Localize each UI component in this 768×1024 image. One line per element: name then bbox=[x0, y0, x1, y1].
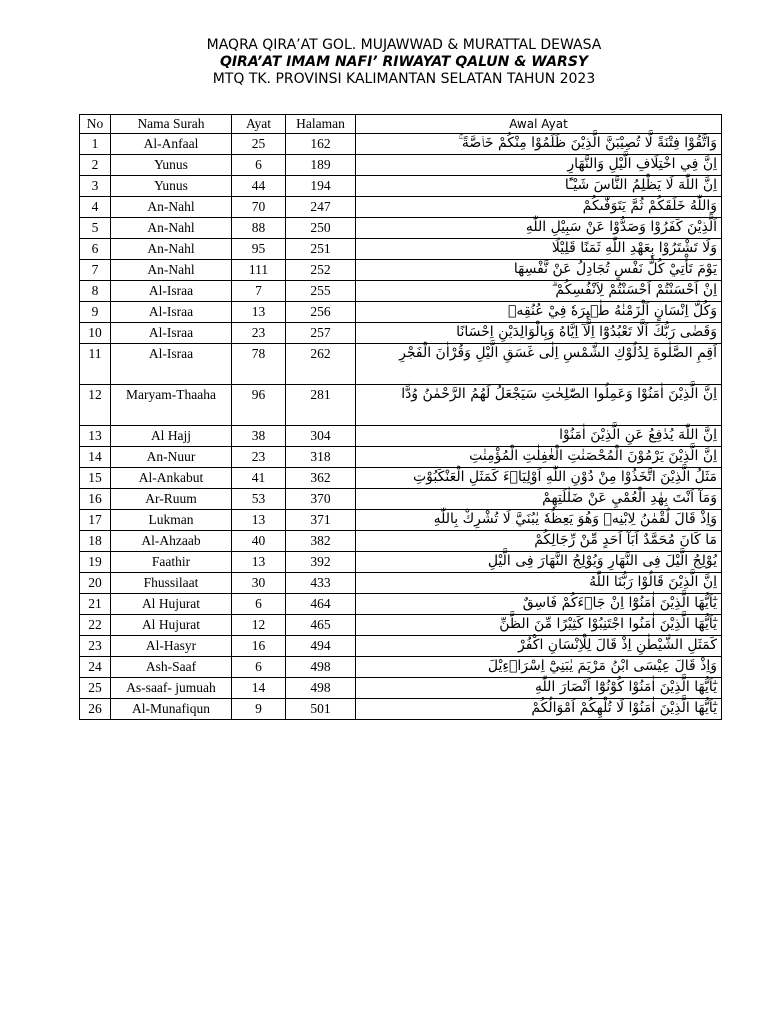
cell-ayat: 95 bbox=[232, 239, 286, 260]
cell-awal-ayat: كَمَثَلِ الشَّيْطٰنِ اِذْ قَالَ لِلْاِنْسَانِ اكْفُرْ bbox=[356, 636, 722, 657]
cell-ayat: 9 bbox=[232, 699, 286, 720]
cell-surah-name: An-Nuur bbox=[111, 447, 232, 468]
cell-ayat: 13 bbox=[232, 510, 286, 531]
cell-no: 18 bbox=[80, 531, 111, 552]
table-row bbox=[80, 426, 722, 447]
cell-ayat: 25 bbox=[232, 134, 286, 155]
cell-ayat: 38 bbox=[232, 426, 286, 447]
cell-ayat: 13 bbox=[232, 302, 286, 323]
cell-awal-ayat: يٰٓاَيُّهَا الَّذِيْنَ اٰمَنُوْا كُوْنُوْٓا اَنْصَارَ اللّٰهِ bbox=[356, 678, 722, 699]
table-row bbox=[80, 134, 722, 155]
cell-ayat: 30 bbox=[232, 573, 286, 594]
cell-no: 21 bbox=[80, 594, 111, 615]
cell-ayat: 14 bbox=[232, 678, 286, 699]
cell-no: 12 bbox=[80, 385, 111, 426]
cell-ayat: 70 bbox=[232, 197, 286, 218]
cell-no: 7 bbox=[80, 260, 111, 281]
column-header-awal-ayat: Awal Ayat bbox=[356, 115, 722, 134]
cell-awal-ayat: اِنَّ الَّذِيْنَ قَالُوْا رَبُّنَا اللّٰهُ bbox=[356, 573, 722, 594]
cell-awal-ayat: اِنَّ اللّٰهَ لَا يَظْلِمُ النَّاسَ شَيْـًٔا bbox=[356, 176, 722, 197]
column-header-halaman: Halaman bbox=[286, 115, 356, 134]
table-body bbox=[80, 134, 722, 720]
cell-awal-ayat: وَاِذْ قَالَ عِيْسَى ابْنُ مَرْيَمَ يٰبَنِيْٓ اِسْرَاۤءِيْلَ bbox=[356, 657, 722, 678]
cell-surah-name: Al Hujurat bbox=[111, 615, 232, 636]
cell-halaman: 498 bbox=[286, 678, 356, 699]
column-header-surah: Nama Surah bbox=[111, 115, 232, 134]
cell-awal-ayat: يَوْمَ تَأْتِيْ كُلُّ نَفْسٍ تُجَادِلُ عَنْ نَّفْسِهَا bbox=[356, 260, 722, 281]
table-row bbox=[80, 218, 722, 239]
cell-halaman: 304 bbox=[286, 426, 356, 447]
cell-ayat: 53 bbox=[232, 489, 286, 510]
cell-no: 16 bbox=[80, 489, 111, 510]
cell-surah-name: Maryam-Thaaha bbox=[111, 385, 232, 426]
cell-awal-ayat: وَمَآ اَنْتَ بِهٰدِ الْعُمْيِ عَنْ ضَلٰلَتِهِمْ bbox=[356, 489, 722, 510]
column-header-ayat: Ayat bbox=[232, 115, 286, 134]
cell-awal-ayat: وَكُلَّ اِنْسَانٍ اَلْزَمْنٰهُ طٰۤىِٕرَهٗ فِيْ عُنُقِهٖ bbox=[356, 302, 722, 323]
cell-surah-name: Yunus bbox=[111, 176, 232, 197]
cell-no: 26 bbox=[80, 699, 111, 720]
cell-ayat: 41 bbox=[232, 468, 286, 489]
cell-surah-name: An-Nahl bbox=[111, 197, 232, 218]
cell-no: 13 bbox=[80, 426, 111, 447]
cell-surah-name: An-Nahl bbox=[111, 218, 232, 239]
table-row bbox=[80, 260, 722, 281]
cell-halaman: 370 bbox=[286, 489, 356, 510]
cell-no: 5 bbox=[80, 218, 111, 239]
cell-halaman: 252 bbox=[286, 260, 356, 281]
cell-no: 8 bbox=[80, 281, 111, 302]
cell-ayat: 40 bbox=[232, 531, 286, 552]
cell-no: 19 bbox=[80, 552, 111, 573]
table-row bbox=[80, 552, 722, 573]
cell-no: 11 bbox=[80, 344, 111, 385]
cell-surah-name: Fhussilaat bbox=[111, 573, 232, 594]
cell-halaman: 256 bbox=[286, 302, 356, 323]
cell-halaman: 433 bbox=[286, 573, 356, 594]
cell-surah-name: Ash-Saaf bbox=[111, 657, 232, 678]
cell-halaman: 464 bbox=[286, 594, 356, 615]
cell-halaman: 194 bbox=[286, 176, 356, 197]
cell-no: 14 bbox=[80, 447, 111, 468]
title-line-2: QIRA’AT IMAM NAFI’ RIWAYAT QALUN & WARSY bbox=[219, 54, 589, 70]
cell-halaman: 247 bbox=[286, 197, 356, 218]
cell-awal-ayat: وَقَضٰى رَبُّكَ اَلَّا تَعْبُدُوْٓا اِلَّآ اِيَّاهُ وَبِالْوَالِدَيْنِ اِحْسَانًا bbox=[356, 323, 722, 344]
cell-awal-ayat: مَثَلُ الَّذِيْنَ اتَّخَذُوْا مِنْ دُوْنِ اللّٰهِ اَوْلِيَاۤءَ كَمَثَلِ الْعَنْكَبُوْتِ bbox=[356, 468, 722, 489]
table-row bbox=[80, 468, 722, 489]
table-row bbox=[80, 489, 722, 510]
cell-halaman: 392 bbox=[286, 552, 356, 573]
table-row bbox=[80, 636, 722, 657]
cell-halaman: 255 bbox=[286, 281, 356, 302]
cell-no: 23 bbox=[80, 636, 111, 657]
title-line-1: MAQRA QIRA’AT GOL. MUJAWWAD & MURATTAL DEWASA bbox=[206, 37, 602, 53]
cell-no: 17 bbox=[80, 510, 111, 531]
cell-awal-ayat: وَلَا تَشْتَرُوْا بِعَهْدِ اللّٰهِ ثَمَنًا قَلِيْلًا bbox=[356, 239, 722, 260]
cell-awal-ayat: اِنَّ فِي اخْتِلَافِ الَّيْلِ وَالنَّهَارِ bbox=[356, 155, 722, 176]
document-header bbox=[0, 37, 768, 88]
cell-ayat: 44 bbox=[232, 176, 286, 197]
cell-surah-name: Al-Israa bbox=[111, 281, 232, 302]
table-row bbox=[80, 678, 722, 699]
cell-awal-ayat: يٰٓاَيُّهَا الَّذِيْنَ اٰمَنُوْٓا اِنْ جَاۤءَكُمْ فَاسِقٌ bbox=[356, 594, 722, 615]
cell-ayat: 6 bbox=[232, 594, 286, 615]
cell-surah-name: Al-Anfaal bbox=[111, 134, 232, 155]
cell-surah-name: Al-Israa bbox=[111, 302, 232, 323]
table-row bbox=[80, 447, 722, 468]
cell-awal-ayat: اَلَّذِيْنَ كَفَرُوْا وَصَدُّوْا عَنْ سَبِيْلِ اللّٰهِ bbox=[356, 218, 722, 239]
cell-halaman: 498 bbox=[286, 657, 356, 678]
cell-no: 10 bbox=[80, 323, 111, 344]
cell-halaman: 162 bbox=[286, 134, 356, 155]
cell-halaman: 465 bbox=[286, 615, 356, 636]
cell-no: 6 bbox=[80, 239, 111, 260]
table-row bbox=[80, 594, 722, 615]
cell-halaman: 262 bbox=[286, 344, 356, 385]
cell-surah-name: As-saaf- jumuah bbox=[111, 678, 232, 699]
cell-ayat: 78 bbox=[232, 344, 286, 385]
table-row bbox=[80, 615, 722, 636]
cell-awal-ayat: يٰٓاَيُّهَا الَّذِيْنَ اٰمَنُوْا لَا تُلْهِكُمْ اَمْوَالُكُمْ bbox=[356, 699, 722, 720]
cell-ayat: 6 bbox=[232, 155, 286, 176]
table-row bbox=[80, 573, 722, 594]
cell-no: 1 bbox=[80, 134, 111, 155]
cell-halaman: 251 bbox=[286, 239, 356, 260]
cell-no: 25 bbox=[80, 678, 111, 699]
cell-no: 20 bbox=[80, 573, 111, 594]
cell-surah-name: Al Hujurat bbox=[111, 594, 232, 615]
cell-surah-name: Al-Munafiqun bbox=[111, 699, 232, 720]
table-header-row bbox=[80, 115, 722, 134]
cell-halaman: 362 bbox=[286, 468, 356, 489]
cell-no: 2 bbox=[80, 155, 111, 176]
cell-awal-ayat: اِنَّ اللّٰهَ يُدٰفِعُ عَنِ الَّذِيْنَ اٰمَنُوْا bbox=[356, 426, 722, 447]
cell-halaman: 382 bbox=[286, 531, 356, 552]
table-row bbox=[80, 197, 722, 218]
cell-ayat: 111 bbox=[232, 260, 286, 281]
cell-ayat: 23 bbox=[232, 447, 286, 468]
table-row bbox=[80, 531, 722, 552]
cell-ayat: 6 bbox=[232, 657, 286, 678]
cell-halaman: 250 bbox=[286, 218, 356, 239]
cell-awal-ayat: وَاللّٰهُ خَلَقَكُمْ ثُمَّ يَتَوَفّٰىكُمْ bbox=[356, 197, 722, 218]
title-line-3: MTQ TK. PROVINSI KALIMANTAN SELATAN TAHUN 2023 bbox=[212, 71, 596, 87]
cell-surah-name: Al-Ahzaab bbox=[111, 531, 232, 552]
table-row bbox=[80, 385, 722, 426]
cell-surah-name: Ar-Ruum bbox=[111, 489, 232, 510]
cell-no: 4 bbox=[80, 197, 111, 218]
cell-surah-name: An-Nahl bbox=[111, 239, 232, 260]
cell-ayat: 88 bbox=[232, 218, 286, 239]
cell-no: 22 bbox=[80, 615, 111, 636]
maqra-table bbox=[79, 114, 722, 720]
cell-surah-name: An-Nahl bbox=[111, 260, 232, 281]
cell-surah-name: Al-Israa bbox=[111, 344, 232, 385]
table-row bbox=[80, 510, 722, 531]
cell-surah-name: Al-Israa bbox=[111, 323, 232, 344]
table-row bbox=[80, 281, 722, 302]
cell-surah-name: Yunus bbox=[111, 155, 232, 176]
cell-awal-ayat: يٰٓاَيُّهَا الَّذِيْنَ اٰمَنُوا اجْتَنِبُوْا كَثِيْرًا مِّنَ الظَّنِّ bbox=[356, 615, 722, 636]
cell-halaman: 257 bbox=[286, 323, 356, 344]
cell-awal-ayat: وَاتَّقُوْا فِتْنَةً لَّا تُصِيْبَنَّ الَّذِيْنَ ظَلَمُوْا مِنْكُمْ خَاۤصَّةً ۚ bbox=[356, 134, 722, 155]
cell-surah-name: Al-Hasyr bbox=[111, 636, 232, 657]
cell-awal-ayat: اَقِمِ الصَّلٰوةَ لِدُلُوْكِ الشَّمْسِ اِلٰى غَسَقِ الَّيْلِ وَقُرْاٰنَ الْفَجْرِ bbox=[356, 344, 722, 385]
cell-halaman: 371 bbox=[286, 510, 356, 531]
table-row bbox=[80, 323, 722, 344]
cell-halaman: 318 bbox=[286, 447, 356, 468]
cell-awal-ayat: اِنْ اَحْسَنْتُمْ اَحْسَنْتُمْ لِاَنْفُسِكُمْ ۗ bbox=[356, 281, 722, 302]
table-row bbox=[80, 302, 722, 323]
cell-awal-ayat: اِنَّ الَّذِيْنَ اٰمَنُوْا وَعَمِلُوا الصّٰلِحٰتِ سَيَجْعَلُ لَهُمُ الرَّحْمٰنُ وُدًّا bbox=[356, 385, 722, 426]
cell-awal-ayat: مَا كَانَ مُحَمَّدٌ اَبَآ اَحَدٍ مِّنْ رِّجَالِكُمْ bbox=[356, 531, 722, 552]
cell-awal-ayat: وَاِذْ قَالَ لُقْمٰنُ لِابْنِهٖ وَهُوَ يَعِظُهٗ يٰبُنَيَّ لَا تُشْرِكْ بِاللّٰهِ bbox=[356, 510, 722, 531]
cell-ayat: 7 bbox=[232, 281, 286, 302]
cell-surah-name: Faathir bbox=[111, 552, 232, 573]
cell-ayat: 13 bbox=[232, 552, 286, 573]
cell-ayat: 96 bbox=[232, 385, 286, 426]
cell-halaman: 501 bbox=[286, 699, 356, 720]
cell-halaman: 189 bbox=[286, 155, 356, 176]
table-row bbox=[80, 699, 722, 720]
cell-surah-name: Lukman bbox=[111, 510, 232, 531]
cell-surah-name: Al-Ankabut bbox=[111, 468, 232, 489]
table-row bbox=[80, 657, 722, 678]
table-row bbox=[80, 155, 722, 176]
cell-no: 9 bbox=[80, 302, 111, 323]
cell-no: 3 bbox=[80, 176, 111, 197]
cell-halaman: 494 bbox=[286, 636, 356, 657]
cell-awal-ayat: اِنَّ الَّذِيْنَ يَرْمُوْنَ الْمُحْصَنٰتِ الْغٰفِلٰتِ الْمُؤْمِنٰتِ bbox=[356, 447, 722, 468]
table-row bbox=[80, 176, 722, 197]
cell-ayat: 23 bbox=[232, 323, 286, 344]
cell-awal-ayat: يُوْلِجُ الَّيْلَ فِى النَّهَارِ وَيُوْلِجُ النَّهَارَ فِى الَّيْلِ bbox=[356, 552, 722, 573]
cell-no: 24 bbox=[80, 657, 111, 678]
cell-halaman: 281 bbox=[286, 385, 356, 426]
table-row bbox=[80, 344, 722, 385]
table-row bbox=[80, 239, 722, 260]
column-header-no: No bbox=[80, 115, 111, 134]
cell-ayat: 12 bbox=[232, 615, 286, 636]
cell-ayat: 16 bbox=[232, 636, 286, 657]
cell-surah-name: Al Hajj bbox=[111, 426, 232, 447]
cell-no: 15 bbox=[80, 468, 111, 489]
